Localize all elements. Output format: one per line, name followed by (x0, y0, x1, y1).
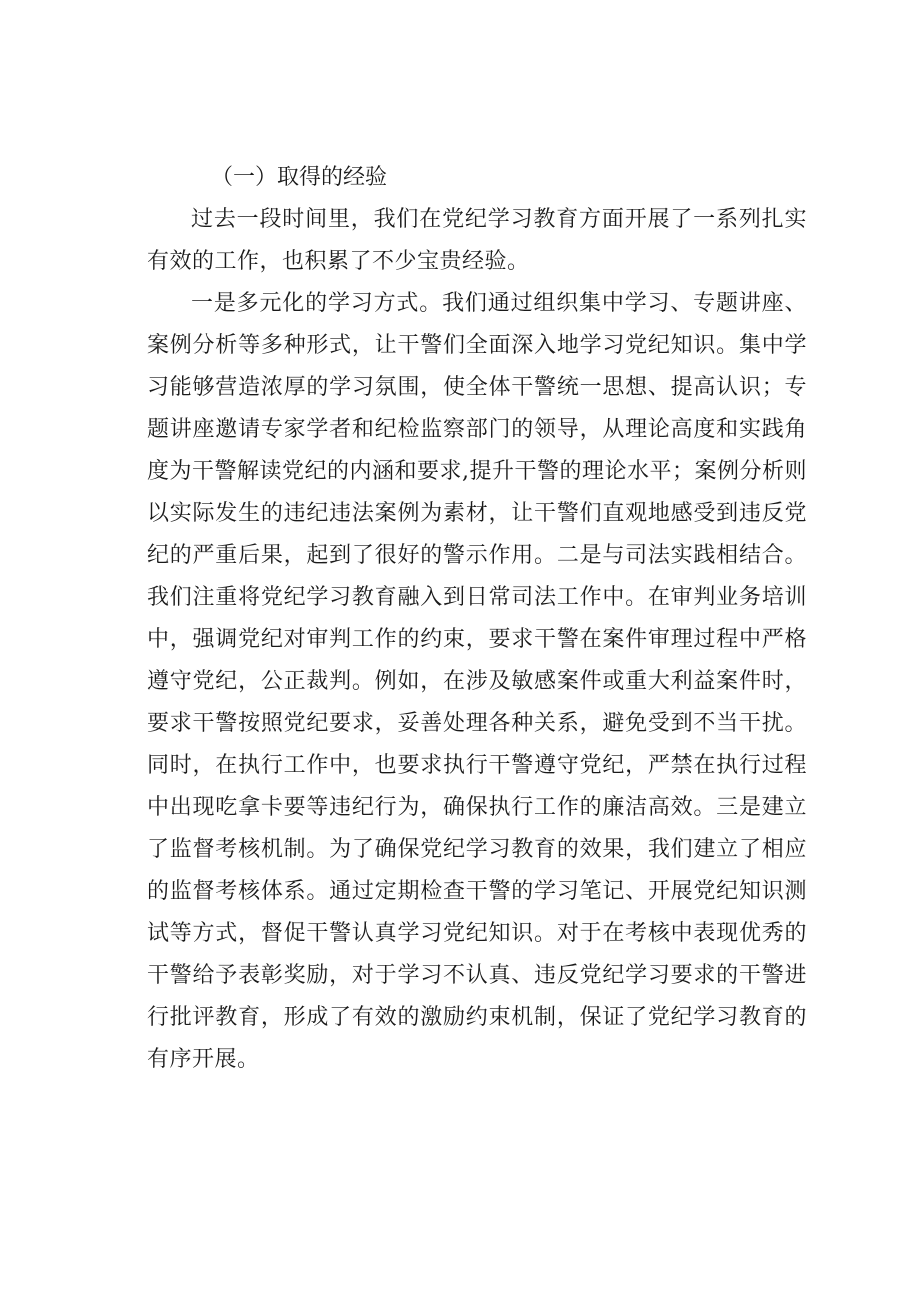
intro-paragraph: 过去一段时间里，我们在党纪学习教育方面开展了一系列扎实有效的工作，也积累了不少宝贵经验。 (147, 207, 807, 274)
experience-paragraph: 一是多元化的学习方式。我们通过组织集中学习、专题讲座、案例分析等多种形式，让干警们全面深入地学习党纪知识。集中学习能够营造浓厚的学习氛围，使全体干警统一思想、提高认识；专题讲座邀请专家学者和纪检监察部门的领导，从理论高度和实践角度为干警解读党纪的内涵和要求,提升干警的理论水平；案例分析则以实际发生的违纪违法案例为素材，让干警们直观地感受到违反党纪的严重后果，起到了很好的警示作用。二是与司法实践相结合。我们注重将党纪学习教育融入到日常司法工作中。在审判业务培训中，强调党纪对审判工作的约束，要求干警在案件审理过程中严格遵守党纪，公正裁判。例如，在涉及敏感案件或重大利益案件时，要求干警按照党纪要求，妥善处理各种关系，避免受到不当干扰。同时，在执行工作中，也要求执行干警遵守党纪，严禁在执行过程中出现吃拿卡要等违纪行为，确保执行工作的廉洁高效。三是建立了监督考核机制。为了确保党纪学习教育的效果，我们建立了相应的监督考核体系。通过定期检查干警的学习笔记、开展党纪知识测试等方式，督促干警认真学习党纪知识。对于在考核中表现优秀的干警给予表彰奖励，对于学习不认真、违反党纪学习要求的干警进行批评教育，形成了有效的激励约束机制，保证了党纪学习教育的有序开展。 (147, 291, 807, 1072)
section-heading: （一）取得的经验 (211, 165, 388, 190)
document-body (147, 157, 807, 1081)
